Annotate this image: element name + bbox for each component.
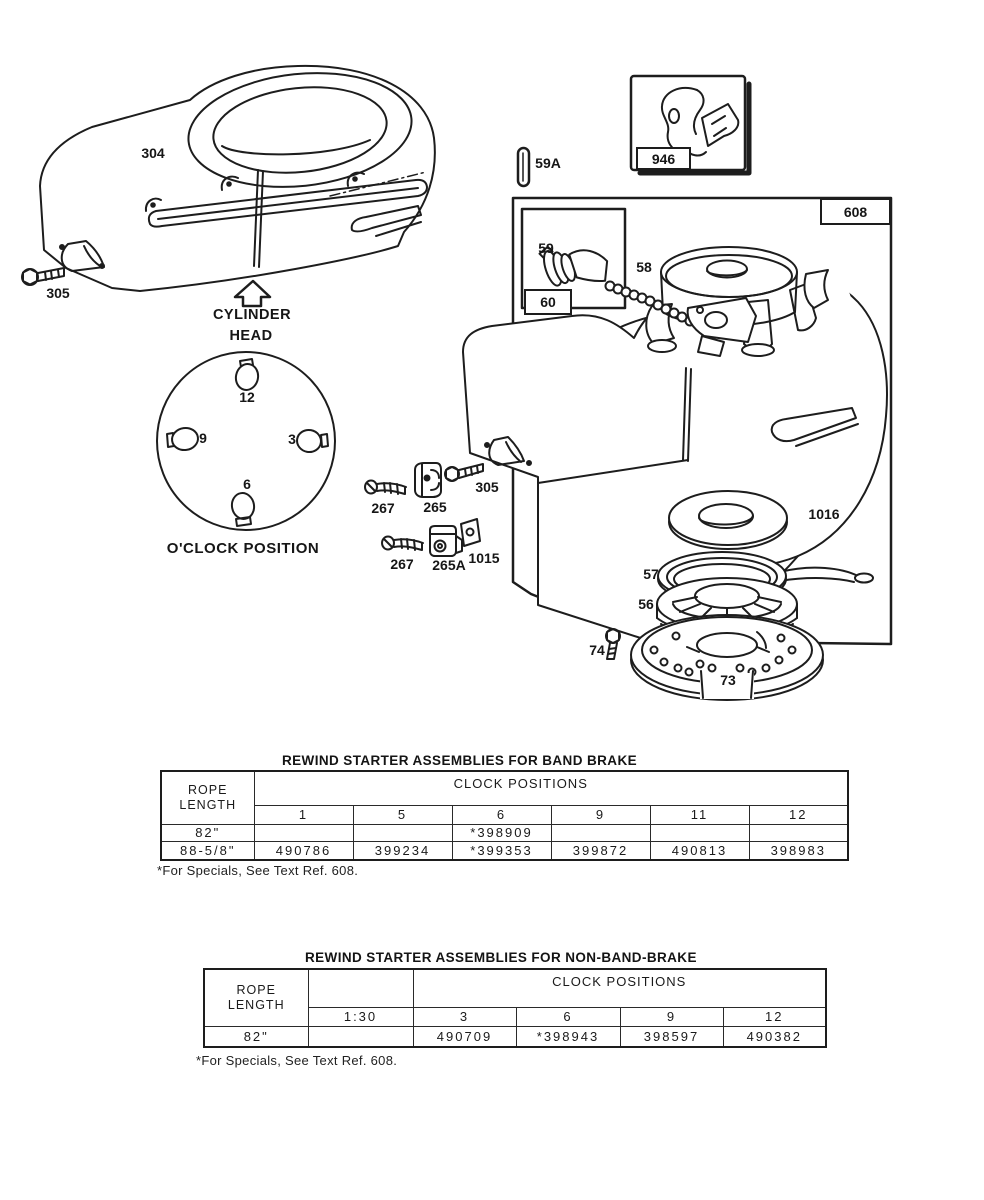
part-label-608: 608: [843, 203, 868, 220]
part-label-267-upper: 267: [371, 500, 395, 516]
part-cell: 398597: [620, 1026, 723, 1047]
part-label-59A: 59A: [535, 155, 561, 171]
table-row: [204, 1026, 826, 1047]
part-cell: [308, 1026, 413, 1047]
part-label-267-lower: 267: [390, 556, 414, 572]
col-header: 5: [353, 805, 452, 824]
part-label-57: 57: [643, 566, 659, 582]
cylinder-head-caption-line2: HEAD: [229, 328, 273, 344]
rope-header-line2: LENGTH: [179, 797, 237, 812]
part-label-265: 265: [423, 499, 447, 515]
rope-length-cell: 88-5/8": [161, 841, 254, 860]
clock-positions-header: CLOCK POSITIONS: [413, 969, 826, 1007]
table-row: [161, 841, 848, 860]
rope-header-line1: ROPE: [236, 982, 276, 997]
part-cell: 490813: [650, 841, 749, 860]
cylinder-head-caption-line1: CYLINDER: [212, 307, 292, 323]
part-label-56: 56: [638, 596, 654, 612]
part-label-1015: 1015: [468, 550, 500, 566]
part-label-305-left: 305: [46, 285, 70, 301]
rope-length-header: [204, 969, 308, 1026]
non-band-brake-table: [203, 968, 827, 1048]
clock-positions-header: CLOCK POSITIONS: [254, 771, 848, 805]
screw-267-upper-drawing: [365, 481, 406, 495]
washer-1016-drawing: [669, 491, 787, 549]
part-cell: 490709: [413, 1026, 516, 1047]
rope-length-header: [161, 771, 254, 824]
left-blower-housing-drawing: [40, 63, 435, 291]
part-cell: [353, 824, 452, 841]
part-label-265A: 265A: [432, 557, 466, 573]
blank-header-cell: [308, 969, 413, 1007]
bolt-305-left-drawing: [22, 268, 64, 285]
cylinder-head-arrow-icon: [235, 281, 270, 306]
rope-pin-59A-drawing: [518, 148, 529, 186]
part-cell: *398943: [516, 1026, 620, 1047]
column-header-row: [161, 805, 848, 824]
part-label-305-right: 305: [475, 479, 499, 495]
part-cell: 490786: [254, 841, 353, 860]
oclock-position-dial-drawing: [157, 352, 335, 530]
part-label-73: 73: [720, 672, 736, 688]
screw-74-drawing: [606, 629, 620, 659]
col-header: 1:30: [308, 1007, 413, 1026]
part-label-60: 60: [540, 294, 556, 310]
clip-265A-drawing: [430, 526, 462, 556]
col-header: 12: [723, 1007, 826, 1026]
col-header: 6: [452, 805, 551, 824]
part-cell: *398909: [452, 824, 551, 841]
part-cell: 399872: [551, 841, 650, 860]
clock-numeral-12: 12: [239, 389, 255, 405]
part-label-60-box: [524, 289, 572, 315]
col-header: 3: [413, 1007, 516, 1026]
clock-numeral-3: 3: [288, 431, 296, 447]
part-cell: *399353: [452, 841, 551, 860]
band-brake-table-footnote: *For Specials, See Text Ref. 608.: [157, 863, 359, 878]
band-brake-table-title: REWIND STARTER ASSEMBLIES FOR BAND BRAKE: [282, 753, 638, 768]
rope-header-line1: ROPE: [188, 782, 228, 797]
part-label-304: 304: [141, 145, 165, 161]
part-cell: 490382: [723, 1026, 826, 1047]
col-header: 1: [254, 805, 353, 824]
part-label-608-box: [820, 198, 891, 225]
non-band-brake-table-title: REWIND STARTER ASSEMBLIES FOR NON-BAND-BRAKE: [305, 950, 697, 965]
col-header: 9: [620, 1007, 723, 1026]
part-cell: [749, 824, 848, 841]
part-cell: [254, 824, 353, 841]
part-label-1016: 1016: [808, 506, 840, 522]
rope-header-line2: LENGTH: [227, 997, 285, 1012]
part-label-946-box: [636, 147, 691, 170]
part-cell: 399234: [353, 841, 452, 860]
col-header: 12: [749, 805, 848, 824]
rope-length-cell: 82": [204, 1026, 308, 1047]
part-label-59: 59: [538, 240, 554, 256]
oclock-position-caption: O'CLOCK POSITION: [166, 540, 320, 557]
part-label-946: 946: [651, 150, 676, 167]
non-band-brake-table-footnote: *For Specials, See Text Ref. 608.: [196, 1053, 398, 1068]
clip-265-drawing: [415, 463, 441, 497]
part-cell: 398983: [749, 841, 848, 860]
rope-length-cell: 82": [161, 824, 254, 841]
part-cell: [551, 824, 650, 841]
part-label-74: 74: [589, 642, 605, 658]
col-header: 6: [516, 1007, 620, 1026]
clock-numeral-6: 6: [243, 476, 251, 492]
col-header: 9: [551, 805, 650, 824]
col-header: 11: [650, 805, 749, 824]
clock-numeral-9: 9: [199, 430, 207, 446]
plate-1015-drawing: [461, 519, 480, 546]
part-label-58: 58: [636, 259, 652, 275]
part-cell: [650, 824, 749, 841]
table-row: [161, 824, 848, 841]
band-brake-table: [160, 770, 849, 861]
screw-267-lower-drawing: [382, 537, 423, 551]
